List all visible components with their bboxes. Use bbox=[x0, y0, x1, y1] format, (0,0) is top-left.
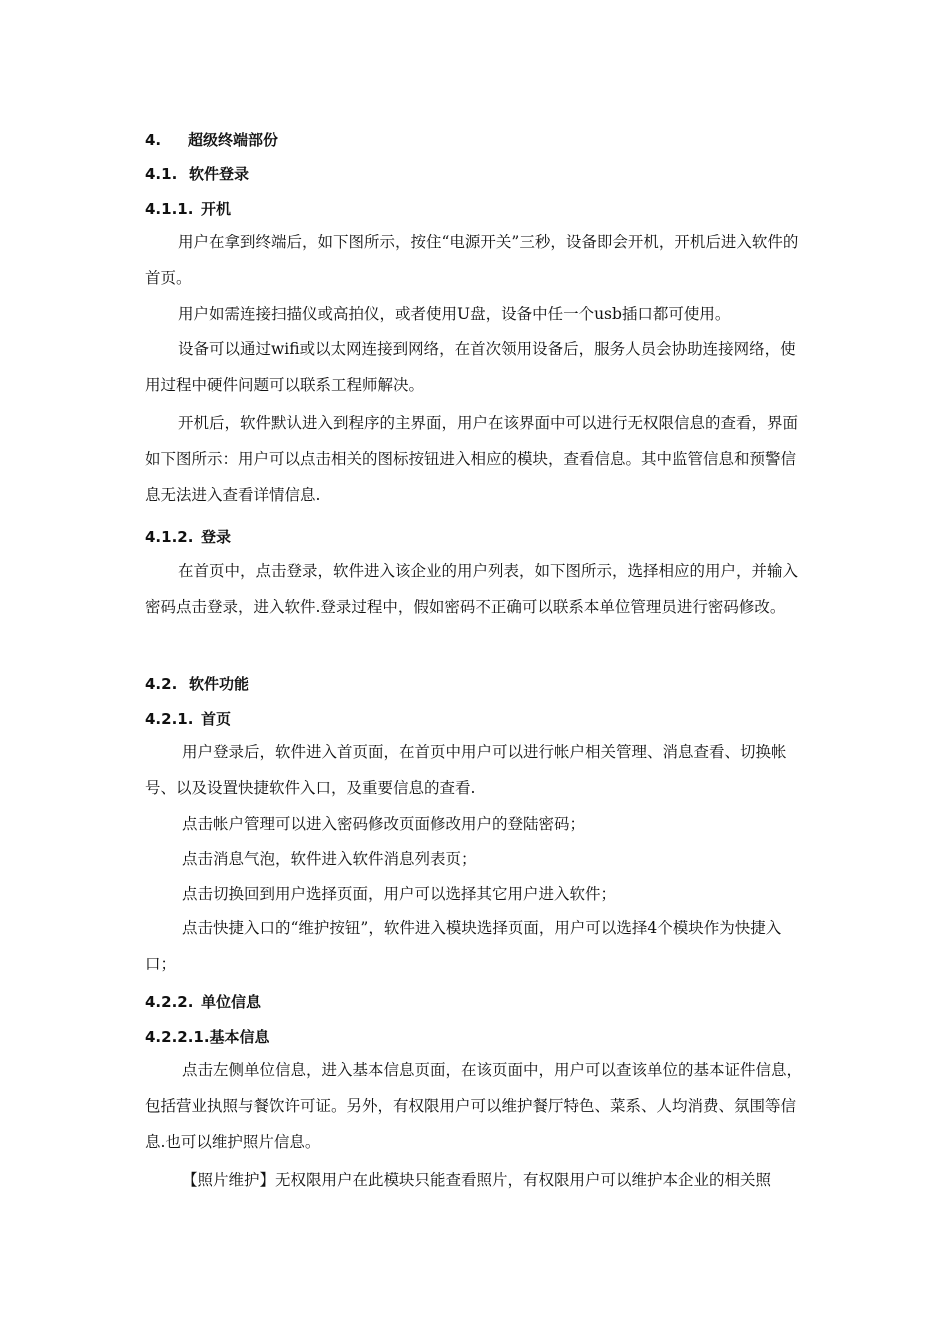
heading-4-1-1 bbox=[145, 198, 231, 219]
heading-number: 4.1.2. bbox=[145, 528, 194, 546]
heading-title: 基本信息 bbox=[209, 1028, 270, 1046]
heading-number: 4.2.2. bbox=[145, 993, 194, 1011]
heading-number: 4.2. bbox=[145, 675, 178, 693]
paragraph: 用户如需连接扫描仪或高拍仪，或者使用U盘，设备中任一个usb插口都可使用。 bbox=[178, 305, 731, 323]
paragraph: 点击切换回到用户选择页面，用户可以选择其它用户进入软件； bbox=[182, 885, 617, 903]
heading-number: 4. bbox=[145, 131, 162, 149]
heading-title: 开机 bbox=[201, 200, 232, 218]
paragraph: 用户在拿到终端后，如下图所示，按住“电源开关”三秒，设备即会开机，开机后进入软件的首页。 bbox=[145, 233, 799, 287]
heading-4-2-2-1 bbox=[145, 1026, 270, 1047]
heading-title: 登录 bbox=[201, 528, 232, 546]
heading-4-1 bbox=[145, 163, 249, 184]
heading-4-1-2 bbox=[145, 526, 231, 547]
paragraph: 【照片维护】无权限用户在此模块只能查看照片，有权限用户可以维护本企业的相关照 bbox=[182, 1171, 772, 1189]
paragraph: 设备可以通过wifi或以太网连接到网络，在首次领用设备后，服务人员会协助连接网络，使用过程中硬件问题可以联系工程师解决。 bbox=[145, 340, 796, 394]
heading-4-2-1 bbox=[145, 708, 231, 729]
paragraph: 点击左侧单位信息，进入基本信息页面，在该页面中，用户可以查该单位的基本证件信息，包括营业执照与餐饮许可证。另外，有权限用户可以维护餐厅特色、菜系、人均消费、氛围等信息.也可以维护照片信息。 bbox=[145, 1061, 803, 1151]
paragraph: 点击消息气泡，软件进入软件消息列表页； bbox=[182, 850, 477, 868]
heading-number: 4.1.1. bbox=[145, 200, 194, 218]
heading-4 bbox=[145, 129, 278, 150]
heading-title: 软件功能 bbox=[189, 675, 250, 693]
heading-4-2 bbox=[145, 673, 249, 694]
heading-number: 4.2.1. bbox=[145, 710, 194, 728]
paragraph: 点击帐户管理可以进入密码修改页面修改用户的登陆密码； bbox=[182, 815, 586, 833]
heading-title: 超级终端部份 bbox=[188, 131, 279, 149]
heading-4-2-2 bbox=[145, 991, 261, 1012]
heading-title: 首页 bbox=[201, 710, 232, 728]
paragraph: 用户登录后，软件进入首页面，在首页中用户可以进行帐户相关管理、消息查看、切换帐号、以及设置快捷软件入口，及重要信息的查看. bbox=[145, 743, 787, 797]
heading-title: 软件登录 bbox=[189, 165, 250, 183]
paragraph: 点击快捷入口的“维护按钮”，软件进入模块选择页面，用户可以选择4个模块作为快捷入口； bbox=[145, 919, 782, 973]
paragraph: 在首页中，点击登录，软件进入该企业的用户列表，如下图所示，选择相应的用户，并输入密码点击登录，进入软件.登录过程中，假如密码不正确可以联系本单位管理员进行密码修改。 bbox=[145, 562, 799, 616]
heading-title: 单位信息 bbox=[201, 993, 262, 1011]
heading-number: 4.2.2.1. bbox=[145, 1028, 210, 1046]
heading-number: 4.1. bbox=[145, 165, 178, 183]
paragraph: 开机后，软件默认进入到程序的主界面，用户在该界面中可以进行无权限信息的查看，界面如下图所示：用户可以点击相关的图标按钮进入相应的模块，查看信息。其中监管信息和预警信息无法进入查看详情信息. bbox=[145, 414, 799, 504]
